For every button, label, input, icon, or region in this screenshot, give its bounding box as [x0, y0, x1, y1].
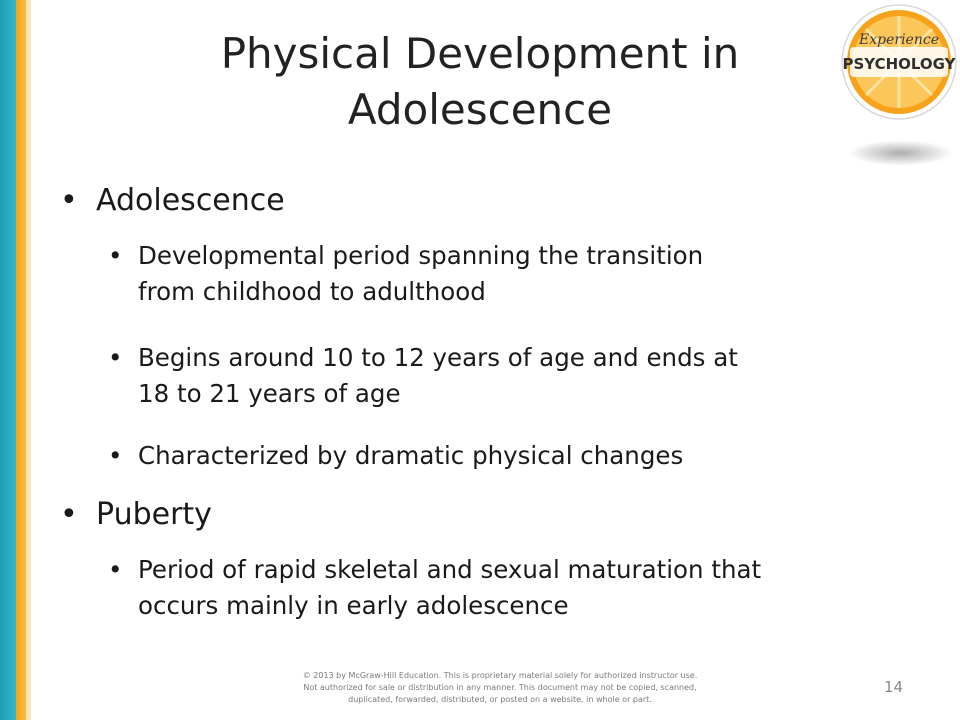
bullet-level1-adolescence — [60, 182, 285, 220]
bullet-level2-physical-changes — [108, 438, 908, 474]
bullet-text-line: Characterized by dramatic physical changes — [138, 441, 684, 470]
copyright-line: duplicated, forwarded, distributed, or posted on a website, in whole or part. — [348, 695, 652, 704]
bullet-text: Adolescence — [96, 183, 285, 218]
bullet-text-line: 18 to 21 years of age — [138, 379, 401, 408]
bullet-text — [138, 438, 898, 474]
bullet-marker: • — [108, 241, 123, 270]
copyright-line: Not authorized for sale or distribution in any manner. This document may not be copied, scanned, — [303, 683, 697, 692]
bullet-text-line: Developmental period spanning the transition — [138, 241, 704, 270]
bullet-level1-puberty — [60, 496, 212, 534]
bullet-text-line: Period of rapid skeletal and sexual maturation that — [138, 555, 762, 584]
bullet-text-line: Begins around 10 to 12 years of age and ends at — [138, 343, 738, 372]
bullet-marker: • — [108, 343, 123, 372]
bullet-text: Puberty — [96, 497, 212, 532]
bullet-marker: • — [108, 441, 123, 470]
bullet-text — [138, 340, 898, 412]
slide-title-line-2: Adolescence — [347, 85, 613, 134]
bullet-level2-definition — [108, 238, 908, 310]
bullet-level2-puberty-definition — [108, 552, 908, 624]
copyright-notice — [270, 670, 730, 706]
bullet-marker: • — [108, 555, 123, 584]
slide-title-line-1: Physical Development in — [220, 29, 740, 78]
bullet-level2-age-range — [108, 340, 908, 412]
bullet-marker: • — [60, 183, 78, 218]
bullet-text-line: occurs mainly in early adolescence — [138, 591, 569, 620]
svg-text:Experience: Experience — [859, 32, 939, 48]
svg-text:PSYCHOLOGY: PSYCHOLOGY — [842, 55, 956, 73]
bullet-text — [138, 238, 898, 310]
bullet-text — [138, 552, 898, 624]
copyright-line: © 2013 by McGraw-Hill Education. This is proprietary material solely for authorized instructor use. — [302, 671, 698, 680]
bullet-marker: • — [60, 497, 78, 532]
slide-number: 14 — [884, 678, 904, 696]
bullet-text-line: from childhood to adulthood — [138, 277, 486, 306]
